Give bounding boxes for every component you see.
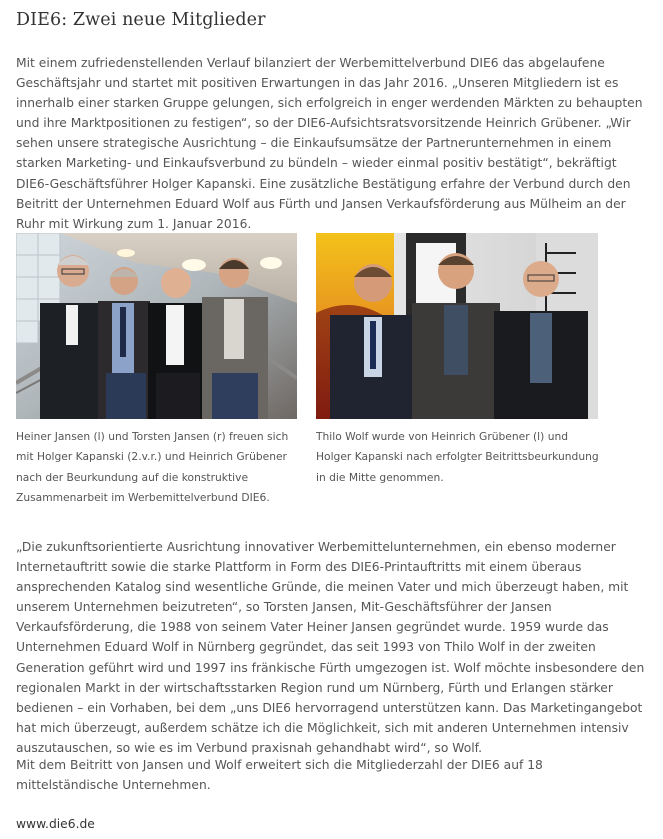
figure-stairwell: [16, 233, 297, 508]
corridor-trio-photo: [316, 233, 598, 419]
closing-paragraph: Mit dem Beitritt von Jansen und Wolf erweitert sich die Mitgliederzahl der DIE6 auf 18 mittelständische Unternehmen.: [16, 758, 543, 793]
figure-corridor: [316, 233, 606, 488]
intro-paragraph: Mit einem zufriedenstellenden Verlauf bilanziert der Werbemittelverbund DIE6 das abgelaufene Geschäftsjahr und startet mit positiven Erwartungen in das Jahr 2016. „Unseren Mitgliedern ist es innerhalb einer starken Gruppe gelungen, sich erfolgreich in enger werdenden Märkten zu behaupten und ihre Marktpositionen zu festigen“, so der DIE6-Aufsichtsratsvorsitzende Heinrich Grübener. „Wir sehen unsere strategische Ausrichtung – die Einkaufsumsätze der Partnerunternehmen in einem starken Marketing- und Einkaufsverbund zu bündeln – wieder einmal positiv bestätigt“, bekräftigt DIE6-Geschäftsführer Holger Kapanski. Eine zusätzliche Bestätigung erfahre der Verbund durch den Beitritt der Unternehmen Eduard Wolf aus Fürth und Jansen Verkaufsförderung aus Mülheim an der Ruhr mit Wirkung zum 1. Januar 2016.: [16, 56, 643, 231]
stairwell-group-photo: [16, 233, 297, 419]
figure-caption: Thilo Wolf wurde von Heinrich Grübener (l) und Holger Kapanski nach erfolgter Beitrittsbeurkundung in die Mitte genommen.: [316, 430, 599, 484]
figure-caption: Heiner Jansen (l) und Torsten Jansen (r) freuen sich mit Holger Kapanski (2.v.r.) und Heinrich Grübener nach der Beurkundung auf die konstruktive Zusammenarbeit im Werbemittelverbund DIE6.: [16, 430, 289, 504]
website-link[interactable]: www.die6.de: [16, 817, 95, 831]
quote-paragraph: „Die zukunftsorientierte Ausrichtung innovativer Werbemittelunternehmen, ein ebenso moderner Internetauftritt sowie die starke Plattform in Form des DIE6-Printauftritts mit einem überaus ansprechenden Katalog sind wesentliche Gründe, die meinen Vater und mich überzeugt haben, mit unserem Unternehmen beizutreten“, so Torsten Jansen, Mit-Geschäftsführer der Jansen Verkaufsförderung, die 1988 von seinem Vater Heiner Jansen gegründet wurde. 1959 wurde das Unternehmen Eduard Wolf in Nürnberg gegründet, das seit 1993 von Thilo Wolf in der zweiten Generation geführt wird und 1997 ins fränkische Fürth umgezogen ist. Wolf möchte insbesondere den regionalen Markt in der wirtschaftsstarken Region rund um Nürnberg, Fürth und Erlangen stärker bedienen – ein Vorhaben, bei dem „uns DIE6 hervorragend unterstützen kann. Das Marketingangebot hat mich überzeugt, außerdem schätze ich die Möglichkeit, sich mit anderen Unternehmen intensiv auszutauschen, so wie es im Verbund praxisnah gehandhabt wird“, so Wolf.: [16, 540, 645, 755]
article-title: DIE6: Zwei neue Mitglieder: [16, 10, 266, 30]
